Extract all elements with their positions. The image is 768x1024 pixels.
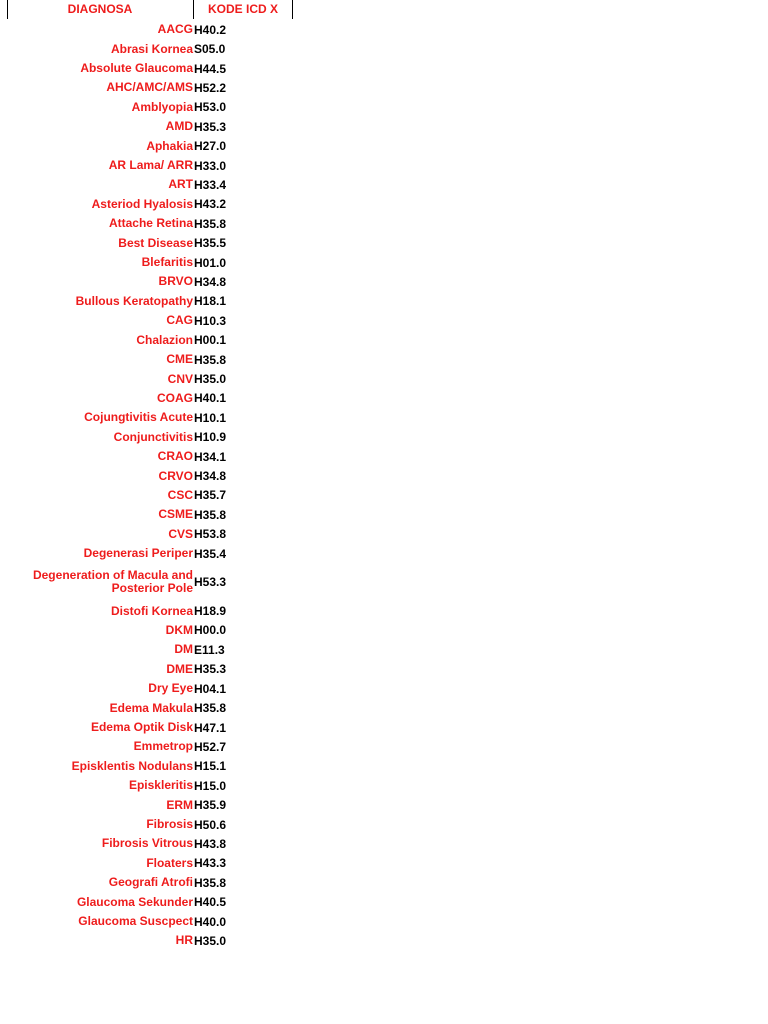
icd-code: H40.1 bbox=[194, 391, 227, 406]
diagnosis-name: AMD bbox=[165, 119, 193, 134]
table-row bbox=[0, 98, 300, 117]
icd-code: H35.0 bbox=[194, 372, 227, 387]
table-row bbox=[0, 272, 300, 291]
icd-code: H33.4 bbox=[194, 177, 227, 192]
diagnosis-name: DKM bbox=[165, 622, 193, 637]
icd-code: H50.6 bbox=[194, 817, 227, 832]
icd-code: H04.1 bbox=[194, 681, 227, 696]
icd-code: H53.0 bbox=[194, 100, 227, 115]
diagnosis-name: Degenerasi Periper bbox=[83, 546, 193, 561]
diagnosis-name: Cojungtivitis Acute bbox=[84, 410, 193, 425]
table-row bbox=[0, 563, 300, 601]
diagnosis-name: Edema Optik Disk bbox=[90, 720, 193, 735]
icd-code: H01.0 bbox=[194, 255, 227, 270]
table-row bbox=[0, 136, 300, 155]
icd-code: H52.7 bbox=[194, 739, 227, 754]
icd-code: H10.9 bbox=[194, 430, 227, 445]
diagnosis-name: Episklentis Nodulans bbox=[71, 758, 193, 773]
icd-code: H53.8 bbox=[194, 527, 227, 542]
icd-code: H15.1 bbox=[194, 759, 227, 774]
table-row bbox=[0, 679, 300, 698]
diagnosis-name: Abrasi Kornea bbox=[110, 41, 193, 56]
icd-code: H35.5 bbox=[194, 236, 227, 251]
diagnosis-name: CAG bbox=[166, 313, 193, 328]
table-row bbox=[0, 873, 300, 892]
diagnosis-name: Attache Retina bbox=[108, 216, 193, 231]
table-row bbox=[0, 621, 300, 640]
diagnosis-name: ERM bbox=[166, 797, 193, 812]
table-row bbox=[0, 408, 300, 427]
icd-code: H47.1 bbox=[194, 720, 227, 735]
diagnosis-name: Absolute Glaucoma bbox=[80, 61, 193, 76]
diagnosis-name: Fibrosis Vitrous bbox=[101, 836, 193, 851]
diagnosis-name: Dry Eye bbox=[148, 681, 193, 696]
diagnosis-name: Glaucoma Suscpect bbox=[78, 914, 193, 929]
diagnosis-name: Conjunctivitis bbox=[113, 429, 193, 444]
diagnosis-name: BRVO bbox=[158, 274, 193, 289]
table-row bbox=[0, 350, 300, 369]
icd-code: H35.7 bbox=[194, 488, 227, 503]
diagnosis-name: CSME bbox=[158, 507, 193, 522]
icd-code: H52.2 bbox=[194, 80, 227, 95]
diagnosis-name: Amblyopia bbox=[131, 99, 193, 114]
table-row bbox=[0, 601, 300, 620]
table-row bbox=[0, 39, 300, 58]
diagnosis-name: Geografi Atrofi bbox=[108, 875, 193, 890]
diagnosis-name: HR bbox=[175, 933, 193, 948]
diagnosis-name: Degeneration of Macula and Posterior Pole bbox=[32, 568, 193, 596]
table-row bbox=[0, 544, 300, 563]
icd-code: H35.8 bbox=[194, 507, 227, 522]
table-row bbox=[0, 117, 300, 136]
table-row bbox=[0, 233, 300, 252]
icd-code: H18.1 bbox=[194, 294, 227, 309]
diagnosis-name: Emmetrop bbox=[133, 739, 193, 754]
diagnosa-column-header: DIAGNOSA bbox=[67, 2, 133, 16]
table-row bbox=[0, 311, 300, 330]
icd-code: H43.8 bbox=[194, 836, 227, 851]
table-row bbox=[0, 486, 300, 505]
table-row bbox=[0, 505, 300, 524]
table-row bbox=[0, 718, 300, 737]
table-header bbox=[0, 0, 300, 20]
diagnosis-name: ART bbox=[168, 177, 193, 192]
diagnosis-name: CSC bbox=[167, 487, 193, 502]
icd-code: H35.8 bbox=[194, 875, 227, 890]
diagnosis-name: CNV bbox=[167, 371, 193, 386]
table-row bbox=[0, 466, 300, 485]
table-row bbox=[0, 795, 300, 814]
diagnosis-name: Aphakia bbox=[146, 138, 193, 153]
table-row bbox=[0, 892, 300, 911]
diagnosis-name: Distofi Kornea bbox=[110, 603, 193, 618]
icd-code: H18.9 bbox=[194, 604, 227, 619]
header-right-border bbox=[292, 0, 293, 19]
icd-code: H40.0 bbox=[194, 914, 227, 929]
icd-code: H35.4 bbox=[194, 546, 227, 561]
icd-code: S05.0 bbox=[194, 42, 226, 57]
table-row bbox=[0, 698, 300, 717]
table-row bbox=[0, 815, 300, 834]
table-row bbox=[0, 931, 300, 950]
diagnosis-name: Glaucoma Sekunder bbox=[76, 894, 193, 909]
icd-code: H00.1 bbox=[194, 333, 227, 348]
kode-icd-column-header: KODE ICD X bbox=[207, 2, 278, 16]
table-row bbox=[0, 214, 300, 233]
icd-code: H44.5 bbox=[194, 61, 227, 76]
table-row bbox=[0, 640, 300, 659]
diagnosis-code-list bbox=[0, 20, 300, 951]
table-row bbox=[0, 525, 300, 544]
table-row bbox=[0, 737, 300, 756]
icd-code: H27.0 bbox=[194, 139, 227, 154]
icd-code: H34.8 bbox=[194, 274, 227, 289]
diagnosis-name: AHC/AMC/AMS bbox=[106, 80, 193, 95]
table-row bbox=[0, 776, 300, 795]
icd-code: H35.3 bbox=[194, 662, 227, 677]
icd-code: H35.3 bbox=[194, 119, 227, 134]
table-row bbox=[0, 854, 300, 873]
diagnosis-name: Fibrosis bbox=[146, 817, 193, 832]
diagnosis-name: Blefaritis bbox=[141, 255, 193, 270]
diagnosis-name: Bullous Keratopathy bbox=[75, 293, 193, 308]
table-row bbox=[0, 20, 300, 39]
icd-code: H43.2 bbox=[194, 197, 227, 212]
diagnosis-name: Chalazion bbox=[136, 332, 193, 347]
diagnosis-name: Edema Makula bbox=[109, 700, 193, 715]
table-row bbox=[0, 912, 300, 931]
table-row bbox=[0, 834, 300, 853]
table-row bbox=[0, 175, 300, 194]
icd-code: H15.0 bbox=[194, 778, 227, 793]
icd-code: H35.8 bbox=[194, 216, 227, 231]
diagnosis-name: Asteriod Hyalosis bbox=[91, 196, 193, 211]
diagnosis-name: CME bbox=[166, 352, 193, 367]
icd-code: H34.1 bbox=[194, 449, 227, 464]
diagnosis-name: DM bbox=[174, 642, 193, 657]
icd-code: H53.3 bbox=[194, 575, 227, 590]
table-row bbox=[0, 78, 300, 97]
table-row bbox=[0, 428, 300, 447]
icd-code: H10.3 bbox=[194, 313, 227, 328]
icd-code: H35.0 bbox=[194, 933, 227, 948]
diagnosis-name: DME bbox=[166, 661, 193, 676]
table-row bbox=[0, 757, 300, 776]
table-row bbox=[0, 253, 300, 272]
diagnosis-name: AR Lama/ ARR bbox=[108, 158, 193, 173]
icd-code: H34.8 bbox=[194, 469, 227, 484]
diagnosis-name: Floaters bbox=[146, 855, 193, 870]
icd-code: H40.2 bbox=[194, 22, 227, 37]
table-row bbox=[0, 447, 300, 466]
table-row bbox=[0, 195, 300, 214]
table-row bbox=[0, 369, 300, 388]
icd-code: E11.3 bbox=[194, 642, 225, 657]
diagnosis-name: COAG bbox=[157, 390, 193, 405]
table-row bbox=[0, 660, 300, 679]
icd-code: H35.8 bbox=[194, 352, 227, 367]
icd-code: H35.8 bbox=[194, 701, 227, 716]
icd-code: H33.0 bbox=[194, 158, 227, 173]
diagnosis-name: Best Disease bbox=[118, 235, 193, 250]
diagnosis-name: CVS bbox=[168, 526, 193, 541]
table-row bbox=[0, 292, 300, 311]
table-row bbox=[0, 156, 300, 175]
diagnosis-name: CRVO bbox=[158, 468, 193, 483]
diagnosis-name: Episkleritis bbox=[128, 778, 193, 793]
icd-code: H00.0 bbox=[194, 623, 227, 638]
table-row bbox=[0, 331, 300, 350]
icd-code: H10.1 bbox=[194, 410, 227, 425]
diagnosis-name: CRAO bbox=[157, 449, 193, 464]
table-row bbox=[0, 389, 300, 408]
icd-code: H43.3 bbox=[194, 856, 227, 871]
icd-code: H35.9 bbox=[194, 798, 227, 813]
table-row bbox=[0, 59, 300, 78]
icd-code: H40.5 bbox=[194, 895, 227, 910]
diagnosis-name: AACG bbox=[157, 22, 193, 37]
